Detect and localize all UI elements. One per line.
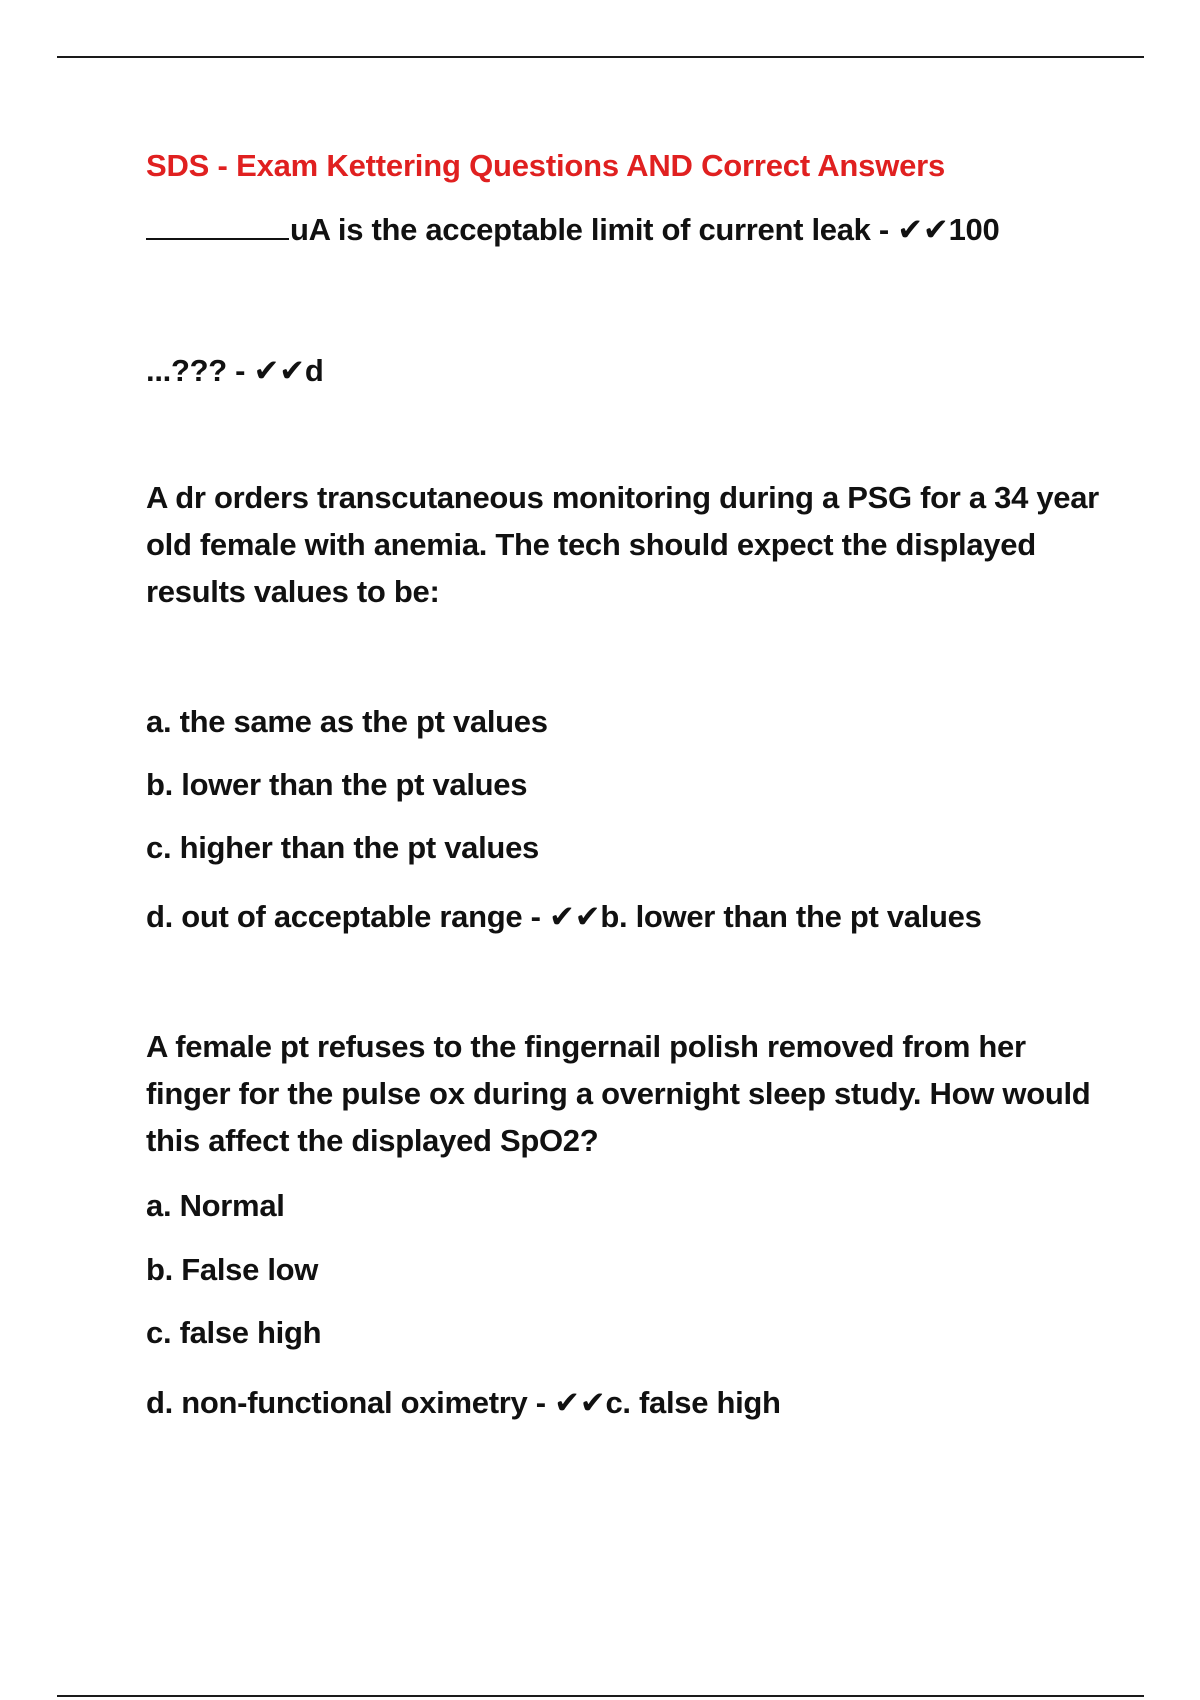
checkmark-icon: ✔✔ [253, 353, 305, 389]
question-2-text: ...??? - [146, 353, 254, 388]
question-4-option-d [146, 1385, 781, 1421]
question-4-option-a: a. Normal [146, 1188, 285, 1223]
checkmark-icon: ✔✔ [897, 212, 949, 248]
question-4-answer: c. false high [605, 1385, 781, 1420]
question-2-answer: d [304, 353, 324, 388]
question-3-option-b: b. lower than the pt values [146, 767, 528, 802]
bottom-rule [57, 1695, 1144, 1697]
question-3-option-c: c. higher than the pt values [146, 830, 539, 865]
question-1-text: uA is the acceptable limit of current leak - [290, 212, 898, 247]
question-3-option-d [146, 899, 982, 935]
question-2 [146, 353, 324, 389]
question-4-text: A female pt refuses to the fingernail polish removed from her finger for the pulse ox during a overnight sleep study. How would this affect the displayed SpO2? [146, 1029, 1091, 1158]
question-3-text: A dr orders transcutaneous monitoring during a PSG for a 34 year old female with anemia. The tech should expect the displayed results values to be: [146, 480, 1099, 609]
checkmark-icon: ✔✔ [554, 1385, 606, 1421]
checkmark-icon: ✔✔ [548, 899, 601, 935]
question-3-option-d-text: d. out of acceptable range - [146, 899, 549, 934]
question-4-option-c: c. false high [146, 1315, 322, 1350]
question-4-option-b: b. False low [146, 1252, 319, 1287]
question-3-option-a: a. the same as the pt values [146, 704, 548, 739]
question-4-option-d-text: d. non-functional oximetry - [146, 1385, 555, 1420]
top-rule [57, 56, 1144, 58]
question-1-answer: 100 [948, 212, 1000, 247]
fill-in-blank [146, 210, 289, 240]
question-1 [146, 210, 999, 248]
question-3-answer: b. lower than the pt values [600, 899, 982, 934]
document-title: SDS - Exam Kettering Questions AND Correct Answers [146, 148, 946, 183]
